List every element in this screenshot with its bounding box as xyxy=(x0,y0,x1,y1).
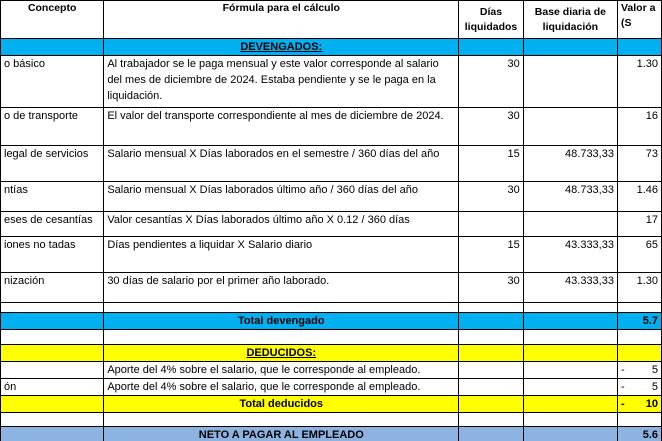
formula-cell: Aporte del 4% sobre el salario, que le corresponde al empleado. xyxy=(104,362,459,379)
formula-cell: Salario mensual X Días laborados último año / 360 días del año xyxy=(104,182,459,212)
valor-cell: 16 xyxy=(617,108,661,146)
table-row xyxy=(1,56,662,108)
valor-cell: - 5 xyxy=(617,362,661,379)
dias-cell: 30 xyxy=(459,182,524,212)
formula-cell: 30 días de salario por el primer año laborado. xyxy=(104,273,459,303)
table-row xyxy=(1,379,662,396)
formula-cell: Valor cesantías X Días laborados último año X 0.12 / 360 días xyxy=(104,212,459,237)
dias-cell xyxy=(459,212,524,237)
header-concepto: Concepto xyxy=(1,1,104,39)
header-dias: Días liquidados xyxy=(459,1,524,39)
formula-cell: El valor del transporte correspondiente al mes de diciembre de 2024. xyxy=(104,108,459,146)
formula-cell: Al trabajador se le paga mensual y este valor corresponde al salario del mes de diciembre de 2024. Estaba pendiente y se le paga en la liquidación. xyxy=(104,56,459,108)
valor-cell: 73 xyxy=(617,146,661,182)
total-devengado-label: Total devengado xyxy=(104,313,459,330)
valor-cell: 65 xyxy=(617,237,661,273)
base-cell: 43.333,33 xyxy=(523,273,617,303)
valor-cell: 17 xyxy=(617,212,661,237)
concept-cell xyxy=(1,362,104,379)
formula-cell: Aporte del 4% sobre el salario, que le corresponde al empleado. xyxy=(104,379,459,396)
minus-sign: - xyxy=(620,364,625,376)
formula-cell: Días pendientes a liquidar X Salario diario xyxy=(104,237,459,273)
dias-cell: 15 xyxy=(459,146,524,182)
base-cell: 43.333,33 xyxy=(523,237,617,273)
neto-value: 5.6 xyxy=(617,427,661,441)
concept-cell: o básico xyxy=(1,56,104,108)
table-row xyxy=(1,146,662,182)
dias-cell: 30 xyxy=(459,108,524,146)
valor-cell: 1.30 xyxy=(617,56,661,108)
valor-cell: - 5 xyxy=(617,379,661,396)
base-cell xyxy=(523,108,617,146)
base-cell: 48.733,33 xyxy=(523,146,617,182)
header-base: Base diaria de liquidación xyxy=(523,1,617,39)
dias-cell: 15 xyxy=(459,237,524,273)
header-valor: Valor a (S xyxy=(617,1,661,39)
table-row xyxy=(1,212,662,237)
concept-cell: ón xyxy=(1,379,104,396)
dias-cell: 30 xyxy=(459,273,524,303)
dias-cell: 30 xyxy=(459,56,524,108)
devengados-section-row xyxy=(1,39,662,56)
base-cell: 48.733,33 xyxy=(523,182,617,212)
spacer-row xyxy=(1,330,662,345)
concept-cell: eses de cesantías xyxy=(1,212,104,237)
spacer-row xyxy=(1,413,662,427)
devengados-title: DEVENGADOS: xyxy=(104,39,459,56)
concept-cell: o de transporte xyxy=(1,108,104,146)
concept-cell: legal de servicios xyxy=(1,146,104,182)
minus-sign: - xyxy=(620,381,625,393)
table-row xyxy=(1,182,662,212)
header-formula: Fórmula para el cálculo xyxy=(104,1,459,39)
table-row xyxy=(1,273,662,303)
base-cell xyxy=(523,56,617,108)
valor-cell: 1.30 xyxy=(617,273,661,303)
base-cell xyxy=(523,212,617,237)
total-deducidos-label: Total deducidos xyxy=(104,396,459,413)
neto-row xyxy=(1,427,662,441)
formula-cell: Salario mensual X Días laborados en el semestre / 360 días del año xyxy=(104,146,459,182)
valor-cell: 1.46 xyxy=(617,182,661,212)
total-devengado-row xyxy=(1,313,662,330)
deducidos-section-row xyxy=(1,345,662,362)
concept-cell: ntías xyxy=(1,182,104,212)
table-row xyxy=(1,237,662,273)
total-deducidos-row xyxy=(1,396,662,413)
total-devengado-value: 5.7 xyxy=(617,313,661,330)
minus-sign: - xyxy=(620,398,625,410)
neto-label: NETO A PAGAR AL EMPLEADO xyxy=(104,427,459,441)
table-row xyxy=(1,362,662,379)
spacer-row xyxy=(1,303,662,313)
total-deducidos-value-cell: - 10 xyxy=(617,396,661,413)
concept-cell: nización xyxy=(1,273,104,303)
header-row xyxy=(1,1,662,39)
table-row xyxy=(1,108,662,146)
deducidos-title: DEDUCIDOS: xyxy=(104,345,459,362)
concept-cell: iones no tadas xyxy=(1,237,104,273)
